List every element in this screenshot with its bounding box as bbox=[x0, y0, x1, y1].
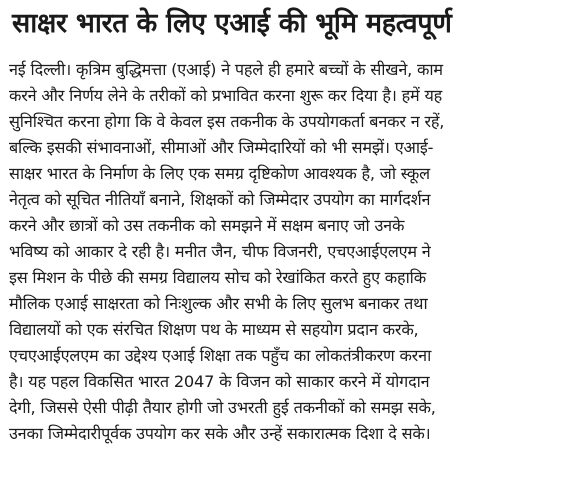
body-line: बल्कि इसकी संभावनाओं, सीमाओं और जिम्मेदारियों को भी समझें। एआई- bbox=[9, 138, 434, 157]
body-line: इस मिशन के पीछे की समग्र विद्यालय सोच को रेखांकित करते हुए कहाकि bbox=[9, 268, 427, 287]
body-line: उनका जिम्मेदारीपूर्वक उपयोग कर सके और उन्हें सकारात्मक दिशा दे सके। bbox=[9, 424, 431, 443]
body-line: साक्षर भारत के निर्माण के लिए एक समग्र दृष्टिकोण आवश्यक है, जो स्कूल bbox=[9, 164, 430, 183]
body-line: नेतृत्व को सूचित नीतियाँ बनाने, शिक्षकों को जिम्मेदार उपयोग का मार्गदर्शन bbox=[9, 190, 431, 209]
article-headline: साक्षर भारत के लिए एआई की भूमि महत्वपूर्ण bbox=[12, 8, 452, 39]
body-line: मौलिक एआई साक्षरता को निःशुल्क और सभी के लिए सुलभ बनाकर तथा bbox=[9, 294, 428, 313]
body-line: एचएआईएलएम का उद्देश्य एआई शिक्षा तक पहुँच का लोकतंत्रीकरण करना bbox=[9, 346, 432, 365]
article-body bbox=[9, 57, 573, 447]
body-line: विद्यालयों को एक संरचित शिक्षण पथ के माध्यम से सहयोग प्रदान करके, bbox=[9, 320, 419, 339]
body-line: करने और छात्रों को उस तकनीक को समझने में सक्षम बनाए जो उनके bbox=[9, 216, 405, 235]
body-line: करने और निर्णय लेने के तरीकों को प्रभावित करना शुरू कर दिया है। हमें यह bbox=[9, 86, 443, 105]
body-line: है। यह पहल विकसित भारत 2047 के विजन को साकार करने में योगदान bbox=[9, 372, 430, 391]
body-line: देगी, जिससे ऐसी पीढ़ी तैयार होगी जो उभरती हुई तकनीकों को समझ सके, bbox=[9, 398, 436, 417]
body-line: नई दिल्ली। कृत्रिम बुद्धिमत्ता (एआई) ने पहले ही हमारे बच्चों के सीखने, काम bbox=[9, 60, 443, 79]
body-line: भविष्य को आकार दे रही है। मनीत जैन, चीफ विजनरी, एचएआईएलएम ने bbox=[9, 242, 431, 261]
body-line: सुनिश्चित करना होगा कि वे केवल इस तकनीक के उपयोगकर्ता बनकर न रहें, bbox=[9, 112, 445, 131]
